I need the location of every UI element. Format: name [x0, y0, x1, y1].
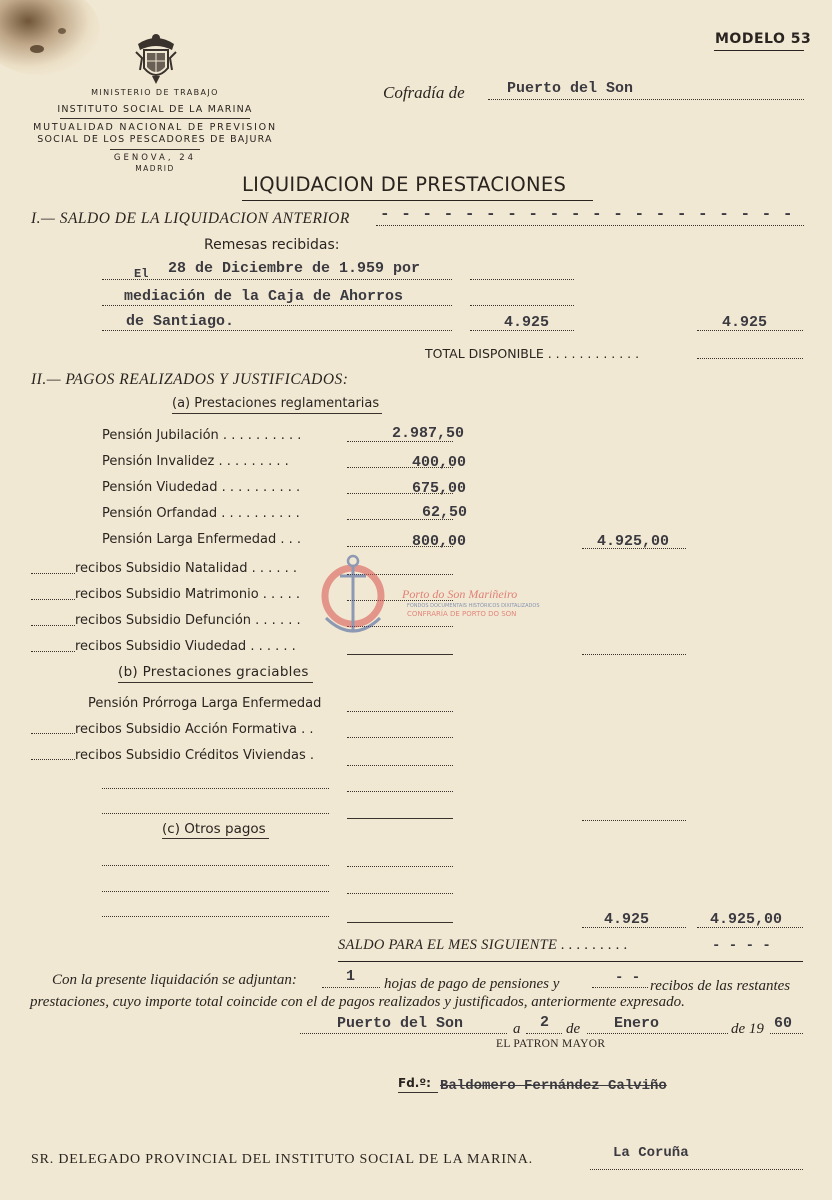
remesa-amount-rule-2: [470, 305, 574, 306]
item-amount-orfandad: 62,50: [422, 504, 468, 521]
item-amount-viudedad: 675,00: [412, 480, 467, 497]
street-label: GENOVA, 24: [113, 153, 197, 163]
footer-value[interactable]: La Coruña: [613, 1145, 689, 1161]
place-rule: [300, 1033, 507, 1034]
subtotal-rule: [582, 820, 686, 821]
footer-rule: [590, 1169, 803, 1170]
hojas-count-rule: [322, 987, 380, 988]
item-label-orfandad: Pensión Orfandad . . . . . . . . . .: [102, 506, 300, 521]
saldo-underline: [338, 961, 803, 962]
remesa-prefix: El: [134, 267, 149, 281]
section-1-label: I.— SALDO DE LA LIQUIDACION ANTERIOR: [31, 210, 350, 227]
remesa-line-2-rule: [102, 305, 452, 306]
recibos-count-rule: [31, 599, 75, 600]
total-disponible-rule: [697, 358, 803, 359]
closing-text-2: hojas de pago de pensiones y: [384, 976, 560, 992]
section-a-underline: [172, 413, 382, 414]
item-rule: [347, 866, 453, 867]
remesa-amount: 4.925: [504, 314, 550, 331]
item-label-invalidez: Pensión Invalidez . . . . . . . . .: [102, 454, 289, 469]
item-amount-jubilacion: 2.987,50: [392, 425, 465, 442]
title-underline: [242, 200, 593, 201]
signature-rule: [398, 1092, 438, 1093]
recibos-natalidad: recibos Subsidio Natalidad . . . . . .: [75, 561, 298, 576]
b-item-prorroga: Pensión Prórroga Larga Enfermedad: [88, 696, 322, 711]
footer-label: SR. DELEGADO PROVINCIAL DEL INSTITUTO SOCIAL DE LA MARINA.: [31, 1152, 533, 1167]
section-b-title: (b) Prestaciones graciables: [118, 664, 309, 680]
total-disponible-label: TOTAL DISPONIBLE . . . . . . . . . . . .: [425, 346, 640, 361]
item-label-larga-enfermedad: Pensión Larga Enfermedad . . .: [102, 532, 302, 547]
remesa-amount-rule-1: [470, 279, 574, 280]
grand-total-b: 4.925,00: [710, 911, 783, 928]
blank-row-rule: [102, 916, 329, 917]
remesa-line-3: de Santiago.: [126, 313, 235, 330]
recibos-creditos-viviendas: recibos Subsidio Créditos Viviendas .: [75, 748, 314, 763]
anchor-watermark-icon: [318, 552, 388, 644]
closing-text-3: recibos de las restantes: [650, 978, 791, 994]
grand-total-a: 4.925: [604, 911, 650, 928]
item-rule: [347, 737, 453, 738]
closing-text-1: Con la presente liquidación se adjuntan:: [52, 972, 297, 988]
a-subtotal: 4.925,00: [597, 533, 670, 550]
item-rule: [347, 711, 453, 712]
recibos-count-rule: [31, 759, 75, 760]
item-rule: [347, 922, 453, 923]
item-amount-larga-enfermedad: 800,00: [412, 533, 467, 550]
watermark-line-1: Porto do Son Mariñeiro: [402, 587, 518, 601]
mutual-line-2: SOCIAL DE LOS PESCADORES DE BAJURA: [37, 134, 273, 145]
remesa-total: 4.925: [722, 314, 768, 331]
item-rule: [347, 791, 453, 792]
remesa-line-1-rule: [102, 279, 452, 280]
ministry-label: MINISTERIO DE TRABAJO: [91, 88, 219, 97]
year-prefix: de 19: [731, 1021, 764, 1037]
day-value[interactable]: 2: [540, 1014, 550, 1031]
section-2-label: II.— PAGOS REALIZADOS Y JUSTIFICADOS:: [31, 371, 349, 388]
closing-text-4: prestaciones, cuyo importe total coincide con el de pagos realizados y justificados, anteriormente expresado.: [30, 994, 685, 1010]
recibos-count: - -: [615, 970, 641, 986]
blank-row-rule: [102, 891, 329, 892]
fdo-label: Fd.º:: [398, 1076, 431, 1090]
institute-label: INSTITUTO SOCIAL DE LA MARINA: [57, 104, 253, 115]
mutual-line-1: MUTUALIDAD NACIONAL DE PREVISION: [33, 122, 277, 133]
hojas-count: 1: [346, 968, 356, 985]
recibos-matrimonio: recibos Subsidio Matrimonio . . . . .: [75, 587, 300, 602]
form-code-underline: [714, 50, 804, 51]
section-b-underline: [118, 682, 313, 683]
recibos-defuncion: recibos Subsidio Defunción . . . . . .: [75, 613, 301, 628]
blank-row-rule: [102, 865, 329, 866]
remesas-label: Remesas recibidas:: [204, 237, 340, 253]
recibos-accion-formativa: recibos Subsidio Acción Formativa . .: [75, 722, 314, 737]
item-label-jubilacion: Pensión Jubilación . . . . . . . . . .: [102, 428, 302, 443]
item-rule: [347, 893, 453, 894]
place-value[interactable]: Puerto del Son: [337, 1015, 464, 1032]
item-label-viudedad: Pensión Viudedad . . . . . . . . . .: [102, 480, 301, 495]
item-amount-invalidez: 400,00: [412, 454, 467, 471]
item-rule: [347, 765, 453, 766]
header-divider: [110, 149, 200, 150]
coat-of-arms-icon: [134, 30, 178, 86]
subtotal-rule: [582, 654, 686, 655]
year-rule: [770, 1033, 803, 1034]
remesa-line-1: 28 de Diciembre de 1.959 por: [168, 260, 421, 277]
recibos-count-rule: [31, 573, 75, 574]
burn-stain: [0, 0, 100, 75]
year-value[interactable]: 60: [774, 1015, 793, 1032]
saldo-label: SALDO PARA EL MES SIGUIENTE . . . . . . . . .: [338, 937, 628, 953]
recibos-count-rule: [31, 625, 75, 626]
a-label: a: [513, 1021, 521, 1037]
cofradia-field-line: [488, 99, 804, 100]
remesa-line-2: mediación de la Caja de Ahorros: [124, 288, 404, 305]
spot-stain: [58, 28, 66, 34]
section-1-field-line: [376, 225, 804, 226]
cofradia-label: Cofradía de: [383, 83, 465, 102]
month-rule: [587, 1033, 728, 1034]
blank-row-rule: [102, 788, 329, 789]
section-a-title: (a) Prestaciones reglamentarias: [172, 396, 380, 411]
spot-stain: [30, 45, 44, 53]
section-c-title: (c) Otros pagos: [162, 821, 266, 837]
patron-mayor-label: EL PATRON MAYOR: [496, 1038, 606, 1050]
item-rule: [347, 654, 453, 655]
cofradia-value[interactable]: Puerto del Son: [507, 80, 634, 97]
blank-row-rule: [102, 813, 329, 814]
day-rule: [526, 1033, 562, 1034]
city-label: MADRID: [135, 164, 175, 173]
section-1-dashes: - - - - - - - - - - - - - - - - - - - -: [380, 205, 794, 223]
page-title: LIQUIDACION DE PRESTACIONES: [242, 173, 567, 196]
item-rule: [347, 818, 453, 819]
watermark-line-2: FONDOS DOCUMENTAIS HISTÓRICOS DIXITALIZADOS: [407, 603, 540, 609]
recibos-count-rule: [592, 987, 648, 988]
remesa-line-3-rule: [102, 330, 452, 331]
watermark-line-3: CONFRARÍA DE PORTO DO SON: [407, 610, 517, 618]
section-c-underline: [162, 838, 269, 839]
de-label: de: [566, 1021, 581, 1037]
recibos-count-rule: [31, 733, 75, 734]
form-code: MODELO 53: [715, 31, 812, 47]
recibos-viudedad: recibos Subsidio Viudedad . . . . . .: [75, 639, 296, 654]
saldo-value: - - - -: [712, 938, 771, 954]
signature-name: Baldomero Fernández Calviño: [440, 1078, 667, 1094]
header-divider: [60, 118, 250, 119]
month-value[interactable]: Enero: [614, 1015, 660, 1032]
recibos-count-rule: [31, 651, 75, 652]
